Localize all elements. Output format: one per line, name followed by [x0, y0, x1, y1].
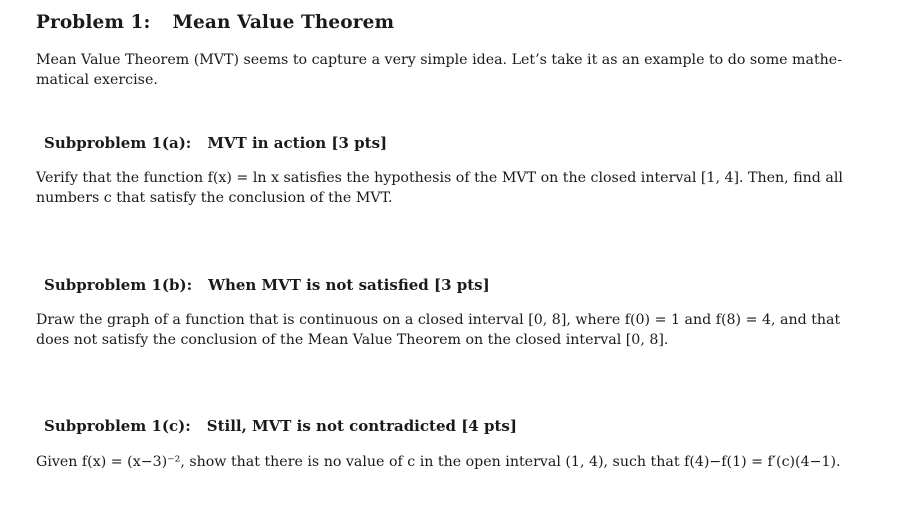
subproblem-c-line-1: Given f(x) = (x−3)⁻², show that there is no value of c in the open interval (1, 4), such that f(4)−f(1) = f′(c)(4−1).	[36, 454, 841, 470]
problem-title: Mean Value Theorem	[172, 12, 395, 33]
subproblem-a-line-2: numbers c that satisfy the conclusion of the MVT.	[36, 190, 393, 206]
subproblem-b-text	[36, 310, 840, 350]
subproblem-c-heading	[44, 417, 517, 435]
subproblem-b-line-2: does not satisfy the conclusion of the Mean Value Theorem on the closed interval [0, 8].	[36, 332, 669, 348]
intro-line-1: Mean Value Theorem (MVT) seems to capture a very simple idea. Let’s take it as an example to do some mathe-	[36, 52, 842, 68]
subproblem-b-line-1: Draw the graph of a function that is continuous on a closed interval [0, 8], where f(0) = 1 and f(8) = 4, and that	[36, 312, 841, 328]
subproblem-b-label: Subproblem 1(b):	[44, 276, 193, 294]
subproblem-b-heading	[44, 276, 490, 294]
subproblem-a-line-1: Verify that the function f(x) = ln x satisfies the hypothesis of the MVT on the closed interval [1, 4]. Then, find all	[36, 170, 843, 186]
subproblem-a-text	[36, 168, 843, 208]
intro-line-2: matical exercise.	[36, 72, 158, 88]
problem-intro	[36, 50, 842, 90]
subproblem-c-title: Still, MVT is not contradicted [4 pts]	[206, 417, 517, 435]
subproblem-a-heading	[44, 134, 387, 152]
subproblem-c-label: Subproblem 1(c):	[44, 417, 191, 435]
subproblem-b-title: When MVT is not satisfied [3 pts]	[208, 276, 490, 294]
problem-heading	[36, 12, 394, 33]
problem-label: Problem 1:	[36, 12, 151, 33]
subproblem-a-label: Subproblem 1(a):	[44, 134, 192, 152]
subproblem-c-text	[36, 452, 841, 472]
subproblem-a-title: MVT in action [3 pts]	[207, 134, 388, 152]
